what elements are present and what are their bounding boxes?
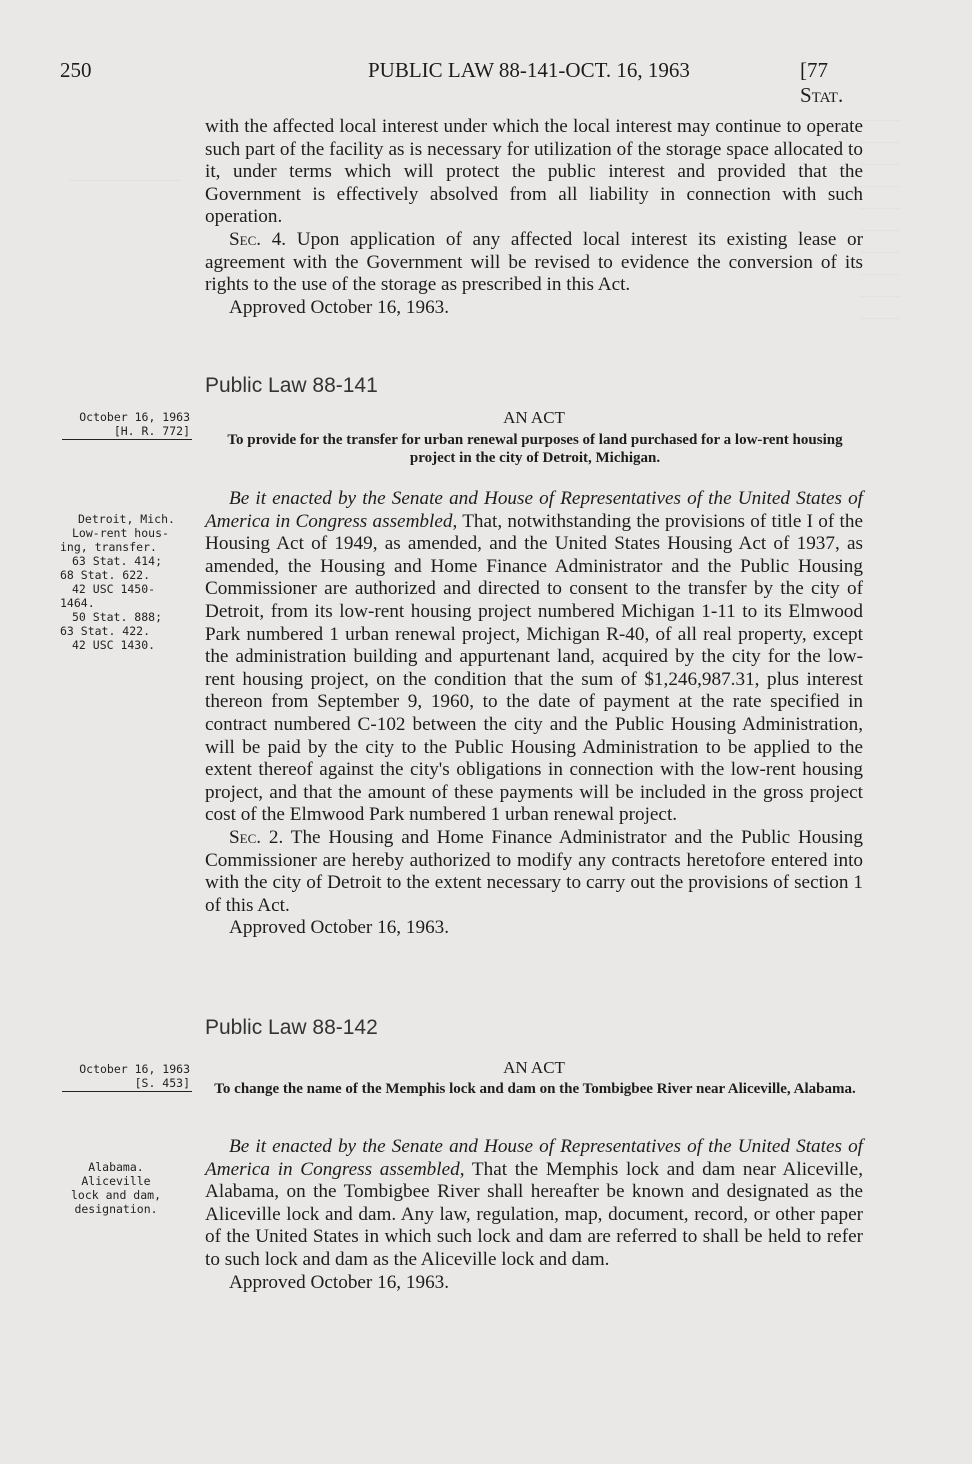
margin-note: 42 USC 1450- <box>72 582 156 596</box>
act-title: To change the name of the Memphis lock and dam on the Tombigbee River near Aliceville, Alabama. <box>214 1081 856 1097</box>
approval-line: Approved October 16, 1963. <box>229 296 450 318</box>
margin-note: Alabama. <box>88 1160 144 1174</box>
act-title: To provide for the transfer for urban renewal purposes of land purchased for a low-rent housing project in the city of Detroit, Michigan. <box>227 432 843 466</box>
section-1: Be it enacted by the Senate and House of Representatives of the United States of America in Congress assembled, That, notwithstanding the provisions of title I of the Housing Act of 1949, as amended, and the United States Housing Act of 1937, as amended, the Housing and Home Finance Administrator and the Public Housing Commissioner are authorized and directed to consent to the transfer by the city of Detroit, from its low-rent housing project numbered Michigan 1-11 to its Elmwood Park numbered 1 urban renewal project, Michigan R-40, of all real property, except the administration building and appurtenant land, acquired by the city for the low-rent housing project, on the condition that the sum of $1,246,987.31, plus interest thereon from September 9, 1960, to the date of payment at the rate specified in contract numbered C-102 between the city and the Public Housing Administration, will be paid by the city to the Public Housing Administration to be applied to the extent thereof against the city's obligations in connection with the low-rent housing project, and that the amount of these payments will be included in the gross project cost of the Elmwood Park numbered 1 urban renewal project. <box>205 488 863 826</box>
page-number: 250 <box>60 58 92 82</box>
law1-date-note: October 16, 1963 [H. R. 772] <box>62 410 190 438</box>
margin-rule <box>62 1091 192 1092</box>
section-4: Sec. 4. Upon application of any affected local interest its existing lease or agreement with the Government will be revised to evidence the conversion of its rights to the use of the storage as prescribed in this Act. <box>205 228 863 296</box>
continuation-text <box>205 116 863 319</box>
volume-reference: [77 Stat. <box>800 58 844 107</box>
law2-body <box>205 1136 863 1294</box>
law1-margin-notes <box>60 512 192 652</box>
act-label: AN ACT <box>503 408 565 427</box>
margin-note: 63 Stat. 422. <box>60 624 151 638</box>
approval-line: Approved October 16, 1963. <box>229 1271 450 1293</box>
law1-body <box>205 488 863 940</box>
running-title: PUBLIC LAW 88-141-OCT. 16, 1963 <box>368 58 690 82</box>
law2-margin-notes <box>56 1160 176 1216</box>
section-2: Sec. 2. The Housing and Home Finance Administrator and the Public Housing Commissioner are hereby authorized to modify any contracts heretofore entered into with the city of Detroit to the extent necessary to carry out the provisions of section 1 of this Act. <box>205 826 863 916</box>
margin-note: 42 USC 1430. <box>72 638 156 652</box>
law-heading-88-142: Public Law 88-142 <box>205 1016 378 1039</box>
show-through-band <box>860 120 900 320</box>
show-through-band <box>70 150 180 181</box>
margin-note: Detroit, Mich. <box>78 512 175 526</box>
margin-note: Low-rent hous- <box>72 526 169 540</box>
law2-date-note: October 16, 1963 [S. 453] <box>62 1062 190 1090</box>
law-heading-88-141: Public Law 88-141 <box>205 374 378 397</box>
margin-note: 63 Stat. 414; <box>72 554 163 568</box>
law2-bill-number: [S. 453] <box>134 1076 190 1090</box>
enacting-clause: Be it enacted by the Senate and House of Representatives of the United States of America in Congress assembled <box>205 1136 863 1180</box>
approval-line: Approved October 16, 1963. <box>229 917 450 939</box>
margin-note: lock and dam, <box>70 1188 161 1202</box>
enacting-clause: Be it enacted by the Senate and House of Representatives of the United States of America in Congress assembled <box>205 488 863 532</box>
margin-note: 1464. <box>60 596 95 610</box>
margin-note: 50 Stat. 888; <box>72 610 163 624</box>
margin-note: Aliceville <box>81 1174 151 1188</box>
section-1: Be it enacted by the Senate and House of Representatives of the United States of America in Congress assembled, That the Memphis lock and dam near Aliceville, Alabama, on the Tombigbee River shall hereafter be known and designated as the Aliceville lock and dam. Any law, regulation, map, document, record, or other paper of the United States in which such lock and dam are referred to shall be held to refer to such lock and dam as the Aliceville lock and dam. <box>205 1136 863 1270</box>
margin-note: designation. <box>74 1202 158 1216</box>
margin-rule <box>62 439 192 440</box>
act-label: AN ACT <box>503 1058 565 1077</box>
page-header <box>60 58 870 107</box>
margin-note: 68 Stat. 622. <box>60 568 151 582</box>
law1-bill-number: [H. R. 772] <box>113 424 190 438</box>
margin-note: ing, transfer. <box>60 540 157 554</box>
continuation-paragraph: with the affected local interest under which the local interest may continue to operate such part of the facility as is necessary for utilization of the storage space allocated to it, under terms which will protect the public interest and provided that the Government is effectively absolved from all liability in connection with such operation. <box>205 116 863 228</box>
